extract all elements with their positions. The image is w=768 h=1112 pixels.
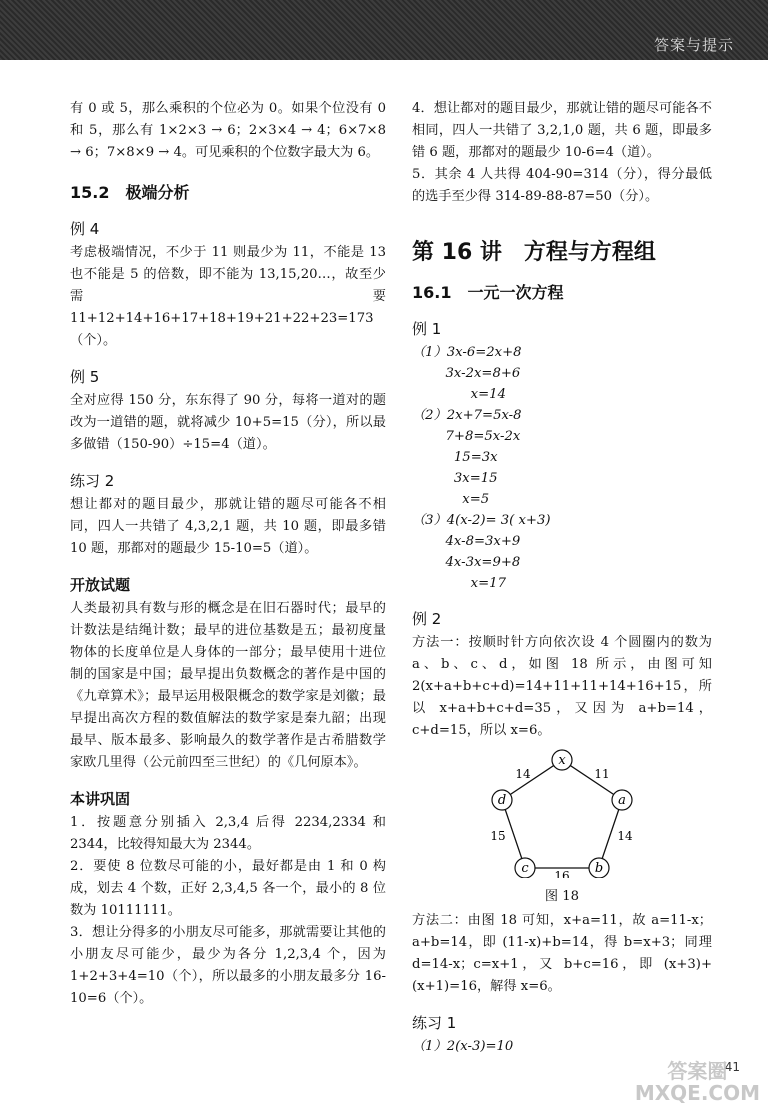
review-item-3: 3．想让分得多的小朋友尽可能多，那就需要让其他的小朋友尽可能少，最少为各分 1,2,3,4 个，因为 1+2+3+4=10（个），所以最多的小朋友最多分 16-10=6（个）。 xyxy=(70,925,386,1006)
figure-18 xyxy=(412,748,712,908)
running-header: 答案与提示 xyxy=(653,36,734,54)
lecture-16-title: 第 16 讲 方程与方程组 xyxy=(412,240,656,265)
example-5-text: 全对应得 150 分，东东得了 90 分，每将一道对的题改为一道错的题，就将减少 10+5=15（分），所以最多做错（150-90）÷15=4（道）。 xyxy=(70,393,386,452)
answer-item-5: 5．其余 4 人共得 404-90=314（分），得分最低的选手至少得 314-89-88-87=50（分）。 xyxy=(412,167,712,204)
node-label: c xyxy=(521,861,529,876)
section-16-1-heading: 16.1 一元一次方程 xyxy=(412,283,564,302)
example-4-heading: 例 4 xyxy=(70,220,100,238)
edge-label: 14 xyxy=(617,829,633,843)
example-2-heading: 例 2 xyxy=(412,610,442,628)
open-questions-text: 人类最初具有数与形的概念是在旧石器时代；最早的计数法是结绳计数；最早的进位基数是五；最初度量物体的长度单位是人身体的一部分；最早使用十进位制的国家是中国；最早提出负数概念的著作是中国的《九章算术》；最早运用极限概念的数学家是刘徽；最早提出高次方程的数值解法的数学家是秦九韶；出现最早、版本最多、影响最久的数学著作是古希腊数学家欧几里得（公元前四至三世纪）的《几何原本》。 xyxy=(70,601,386,770)
intro-paragraph: 有 0 或 5，那么乘积的个位必为 0。如果个位没有 0 和 5，那么有 1×2×3 → 6；2×3×4 → 4；6×7×8 → 6；7×8×9 → 4。可见乘积的个位数字最大为 6。 xyxy=(70,101,386,160)
pentagon-diagram xyxy=(467,748,657,878)
watermark-line-2: MXQE.COM xyxy=(634,1081,760,1105)
edge-label: 16 xyxy=(554,869,570,878)
answer-item-4: 4．想让都对的题目最少，那就让错的题尽可能各不相同，四人一共错了 3,2,1,0 题，共 6 题，即最多错 6 题，那都对的题最少 10-6=4（道）。 xyxy=(412,101,712,160)
equation-block xyxy=(412,342,712,594)
open-questions-heading: 开放试题 xyxy=(70,576,131,594)
equation-line: （1）3x-6=2x+8 xyxy=(412,345,522,360)
practice-2-text: 想让都对的题目最少，那就让错的题尽可能各不相同，四人一共错了 4,3,2,1 题，共 10 题，即最多错 10 题，那都对的题最少 15-10=5（道）。 xyxy=(70,497,386,556)
equation-line: x=14 xyxy=(412,387,506,402)
example-2-method-2: 方法二：由图 18 可知，x+a=11，故 a=11-x；a+b=14，即 (11-x)+b=14，得 b=x+3；同理 d=14-x；c=x+1，又 b+c=16，即 (x+3)+(x+1)=16，解得 x=6。 xyxy=(412,913,712,994)
node-label: d xyxy=(497,793,507,808)
node-label: b xyxy=(594,861,604,876)
watermark-line-1: 答案圈 xyxy=(667,1059,728,1083)
edge-label: 15 xyxy=(490,829,506,843)
left-column xyxy=(70,98,386,1010)
example-4-text: 考虑极端情况，不少于 11 则最少为 11，不能是 13 也不能是 5 的倍数，即不能为 13,15,20…，故至少需要 11+12+14+16+17+18+19+21+22+23=173（个）。 xyxy=(70,245,386,348)
equation-line: x=17 xyxy=(412,576,506,591)
node-label: a xyxy=(618,793,626,808)
section-15-2-heading: 15.2 极端分析 xyxy=(70,183,190,202)
equation-line: 4x-3x=9+8 xyxy=(412,555,521,570)
equation-line: 7+8=5x-2x xyxy=(412,429,521,444)
header-band xyxy=(0,0,768,60)
node-label: x xyxy=(558,753,566,768)
equation-line: 4x-8=3x+9 xyxy=(412,534,521,549)
example-5-heading: 例 5 xyxy=(70,368,100,386)
practice-1-heading: 练习 1 xyxy=(412,1014,457,1032)
equation-line: （2）2x+7=5x-8 xyxy=(412,408,522,423)
review-heading: 本讲巩固 xyxy=(70,790,131,808)
figure-caption: 图 18 xyxy=(544,889,580,904)
example-1-heading: 例 1 xyxy=(412,320,442,338)
review-item-1: 1．按题意分别插入 2,3,4 后得 2234,2334 和 2344，比较得知最大为 2344。 xyxy=(70,815,386,852)
edge-label: 11 xyxy=(594,767,610,781)
right-column xyxy=(412,98,712,1057)
page-number: 41 xyxy=(724,1060,740,1074)
practice-2-heading: 练习 2 xyxy=(70,472,115,490)
equation-line: x=5 xyxy=(412,492,490,507)
edge-label: 14 xyxy=(515,767,531,781)
equation-line: 3x-2x=8+6 xyxy=(412,366,521,381)
equation-line: 15=3x xyxy=(412,450,498,465)
review-item-2: 2．要使 8 位数尽可能的小，最好都是由 1 和 0 构成，划去 4 个数，正好 2,3,4,5 各一个，最小的 8 位数为 10111111。 xyxy=(70,859,386,918)
practice-1-equation: （1）2(x-3)=10 xyxy=(412,1039,514,1054)
equation-line: 3x=15 xyxy=(412,471,498,486)
equation-line: （3）4(x-2)= 3( x+3) xyxy=(412,513,551,528)
example-2-method-1: 方法一：按顺时针方向依次设 4 个圆圈内的数为 a、b、c、d，如图 18 所示，由图可知 2(x+a+b+c+d)=14+11+11+14+16+15，所以 x+a+b+c+d=35，又因为 a+b=14，c+d=15，所以 x=6。 xyxy=(412,635,712,738)
watermark-logo xyxy=(635,1060,760,1104)
